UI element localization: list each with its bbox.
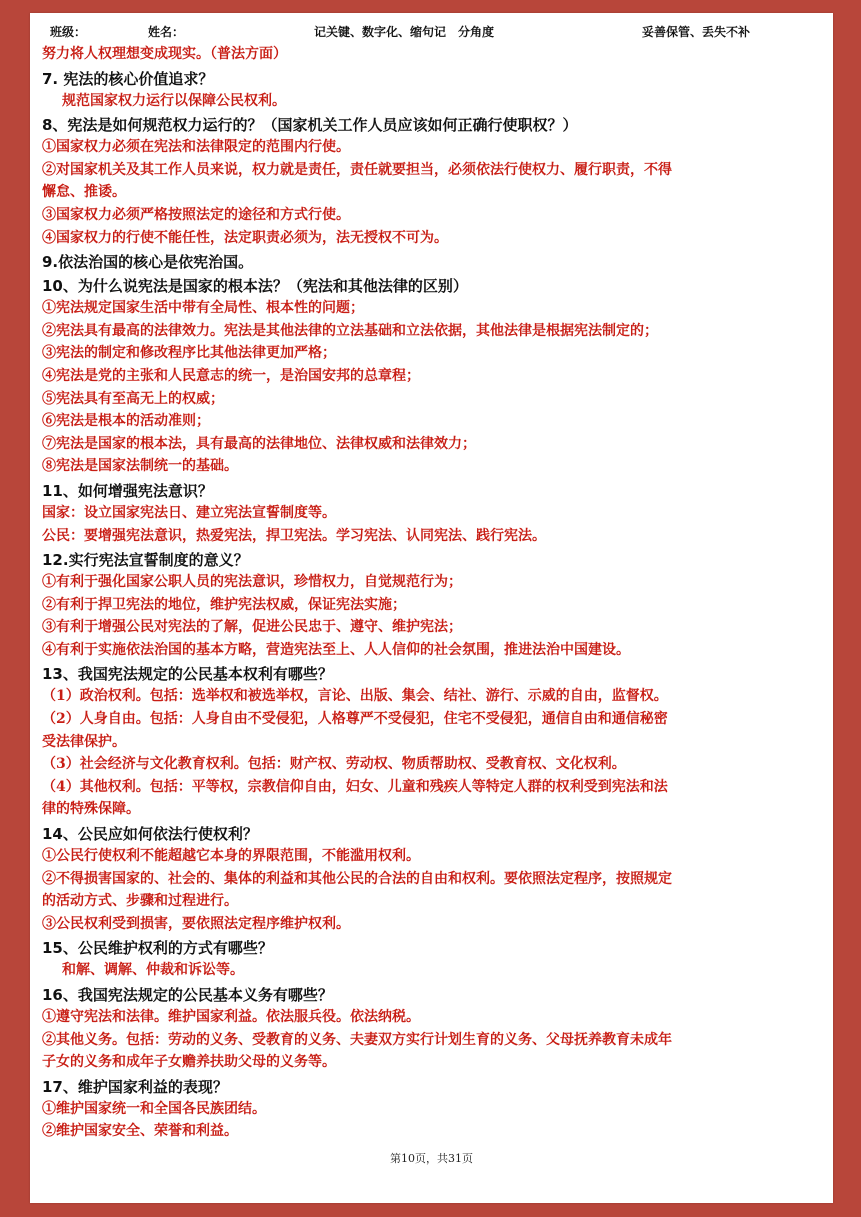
answer-line: ②其他义务。包括：劳动的义务、受教育的义务、夫妻双方实行计划生育的义务、父母抚养教育未成年 xyxy=(42,1031,672,1048)
question-15: 15、公民维护权利的方式有哪些？ xyxy=(42,939,273,958)
document-page xyxy=(30,13,833,1203)
answer-15: 和解、调解、仲裁和诉讼等。 xyxy=(62,962,244,979)
answer-line: ①宪法规定国家生活中带有全局性、根本性的问题； xyxy=(42,300,364,317)
answer-line: （2）人身自由。包括：人身自由不受侵犯，人格尊严不受侵犯，住宅不受侵犯，通信自由和通信秘密 xyxy=(42,711,668,728)
answer-line: ④国家权力的行使不能任性，法定职责必须为，法无授权不可为。 xyxy=(42,229,448,246)
question-9: 9.依法治国的核心是依宪治国。 xyxy=(42,253,254,272)
answer-line: （3）社会经济与文化教育权利。包括：财产权、劳动权、物质帮助权、受教育权、文化权利。 xyxy=(42,756,626,773)
name-label: 姓名： xyxy=(148,25,185,39)
question-17: 17、维护国家利益的表现？ xyxy=(42,1077,228,1096)
answer-line: ③有利于增强公民对宪法的了解，促进公民忠于、遵守、维护宪法； xyxy=(42,619,462,636)
answer-line: ①维护国家统一和全国各民族团结。 xyxy=(42,1100,266,1117)
question-8: 8、宪法是如何规范权力运行的？（国家机关工作人员应该如何正确行使职权？） xyxy=(42,116,578,135)
answer-line: ③公民权利受到损害，要依照法定程序维护权利。 xyxy=(42,915,350,932)
answer-line: （1）政治权利。包括：选举权和被选举权，言论、出版、集会、结社、游行、示威的自由，监督权。 xyxy=(42,688,668,705)
answer-line: ③国家权力必须严格按照法定的途径和方式行使。 xyxy=(42,206,350,223)
content xyxy=(42,43,832,1143)
answer-7: 规范国家权力运行以保障公民权利。 xyxy=(62,92,286,109)
memory-tip: 记关键、数字化、缩句记 分角度 xyxy=(314,25,495,39)
answer-line: ④宪法是党的主张和人民意志的统一，是治国安邦的总章程； xyxy=(42,367,420,384)
answer-line: ④有利于实施依法治国的基本方略，营造宪法至上、人人信仰的社会氛围，推进法治中国建设。 xyxy=(42,641,630,658)
page-header xyxy=(30,13,833,43)
class-label: 班级： xyxy=(50,25,87,39)
answer-line: ②有利于捍卫宪法的地位，维护宪法权威，保证宪法实施； xyxy=(42,596,406,613)
question-7: 7. 宪法的核心价值追求？ xyxy=(42,69,214,88)
answer-line: 受法律保护。 xyxy=(42,733,126,750)
answer-line: 懈怠、推诿。 xyxy=(42,184,126,201)
answer-line: ⑥宪法是根本的活动准则； xyxy=(42,413,210,430)
answer-line: 律的特殊保障。 xyxy=(42,801,140,818)
answer-line: 子女的义务和成年子女赡养扶助父母的义务等。 xyxy=(42,1054,336,1071)
answer-line: ①有利于强化国家公职人员的宪法意识，珍惜权力，自觉规范行为； xyxy=(42,574,462,591)
question-10: 10、为什么说宪法是国家的根本法？（宪法和其他法律的区别） xyxy=(42,277,468,296)
question-13: 13、我国宪法规定的公民基本权利有哪些？ xyxy=(42,665,333,684)
answer-line: ②维护国家安全、荣誉和利益。 xyxy=(42,1123,238,1140)
answer-line: ①遵守宪法和法律。维护国家利益。依法服兵役。依法纳税。 xyxy=(42,1009,420,1025)
answer-line: 国家：设立国家宪法日、建立宪法宣誓制度等。 xyxy=(42,504,336,521)
answer-line: 的活动方式、步骤和过程进行。 xyxy=(42,893,238,910)
answer-line: ②不得损害国家的、社会的、集体的利益和其他公民的合法的自由和权利。要依照法定程序，按照规定 xyxy=(42,870,672,887)
answer-line: （4）其他权利。包括：平等权，宗教信仰自由，妇女、儿童和残疾人等特定人群的权利受到宪法和法 xyxy=(42,778,668,795)
answer-line: ③宪法的制定和修改程序比其他法律更加严格； xyxy=(42,345,336,362)
answer-line: ①国家权力必须在宪法和法律限定的范围内行使。 xyxy=(42,139,350,156)
page-footer: 第10页，共31页 xyxy=(390,1152,473,1165)
answer-line: ①公民行使权利不能超越它本身的界限范围，不能滥用权利。 xyxy=(42,848,420,865)
question-12: 12.实行宪法宣誓制度的意义？ xyxy=(42,551,249,570)
answer-line: ⑧宪法是国家法制统一的基础。 xyxy=(42,458,238,475)
answer-line: ⑦宪法是国家的根本法，具有最高的法律地位、法律权威和法律效力； xyxy=(42,435,476,452)
answer-line: ⑤宪法具有至高无上的权威； xyxy=(42,390,224,407)
question-14: 14、公民应如何依法行使权利？ xyxy=(42,825,258,844)
answer-line: ②宪法具有最高的法律效力。宪法是其他法律的立法基础和立法依据，其他法律是根据宪法制定的； xyxy=(42,322,658,339)
question-11: 11、如何增强宪法意识？ xyxy=(42,481,213,500)
question-16: 16、我国宪法规定的公民基本义务有哪些？ xyxy=(42,986,333,1004)
keep-tip: 妥善保管、丢失不补 xyxy=(642,25,751,39)
intro-line: 努力将人权理想变成现实。（普法方面） xyxy=(42,46,287,62)
answer-line: ②对国家机关及其工作人员来说，权力就是责任，责任就要担当，必须依法行使权力、履行职责，不得 xyxy=(42,161,672,178)
answer-line: 公民：要增强宪法意识，热爱宪法，捍卫宪法。学习宪法、认同宪法、践行宪法。 xyxy=(42,527,546,544)
